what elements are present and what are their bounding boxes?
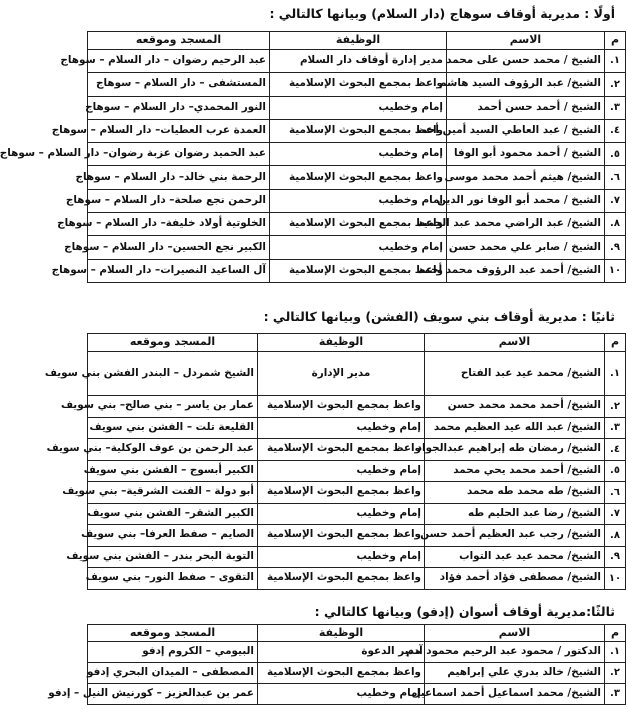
table-row [88,684,626,705]
section-1-title: أولًا : مديرية أوقاف سوهاج (دار السلام) وبيانها كالتالي : [269,6,615,21]
header-name: الاسم [447,32,605,50]
row-mosque: عمار بن ياسر – بني صالح– بني سويف [88,396,258,418]
section-1-table [0,31,626,283]
header-name: الاسم [425,625,605,642]
table-row [88,663,626,684]
row-name: الشيخ/ أحمد محمد محمد حسن [425,396,605,418]
row-mosque: آل الساعيد النصيرات– دار السلام – سوهاج [88,259,270,282]
table-row [88,417,626,439]
row-job: إمام وخطيب [270,189,447,212]
row-name: الشيخ / محمد حسن على محمد [447,50,605,73]
table-row [88,143,626,166]
row-name: الشيخ / محمد أبو الوفا نور الدين [447,189,605,212]
header-mosque: المسجد وموقعه [88,625,258,642]
row-name: الشيخ/ رمضان طه إبراهيم عبدالجواد [425,439,605,461]
row-mosque: التوبة البحر بندر – الفشن بني سويف [88,546,258,568]
row-job: إمام وخطيب [258,417,425,439]
row-name: الشيخ/ محمد اسماعيل أحمد اسماعيل [425,684,605,705]
row-name: الدكتور / محمود عبد الرحيم محمود آدم [425,642,605,663]
row-job: إمام وخطيب [270,143,447,166]
row-mosque: الخلوتية أولاد خليفة– دار السلام – سوهاج [88,213,270,236]
table-row [88,96,626,119]
table-row [88,213,626,236]
table-row [88,546,626,568]
row-job: واعظ بمجمع البحوث الإسلامية [258,396,425,418]
row-name: الشيخ/ هيثم أحمد محمد موسى [447,166,605,189]
row-number: ٨. [605,213,626,236]
row-job: مدير الدعوة [258,642,425,663]
header-num: م [605,32,626,50]
row-name: الشيخ/ أحمد محمد يحي محمد [425,460,605,482]
row-mosque: عبد الحميد رضوان عزبة رضوان– دار السلام – سوهاج [88,143,270,166]
row-job: إمام وخطيب [258,503,425,525]
row-mosque: الكبير نجع الحسين– دار السلام – سوهاج [88,236,270,259]
row-job: واعظ بمجمع البحوث الإسلامية [258,439,425,461]
table-row [88,396,626,418]
row-number: ٨. [605,525,626,547]
row-job: إمام وخطيب [270,236,447,259]
row-job: إمام وخطيب [258,684,425,705]
row-mosque: عبد الرحمن بن عوف الوكلية– بني سويف [88,439,258,461]
row-number: ٥. [605,460,626,482]
row-name: الشيخ/ رجب عبد العظيم أحمد حسن [425,525,605,547]
header-job: الوظيفة [258,334,425,352]
row-job: إمام وخطيب [270,96,447,119]
row-number: ٣. [605,96,626,119]
row-job: واعظ بمجمع البحوث الإسلامية [270,259,447,282]
row-mosque: الصايم – صفط العرفا– بني سويف [88,525,258,547]
row-number: ٦. [605,482,626,504]
row-name: الشيخ/ خالد بدري علي إبراهيم [425,663,605,684]
row-job: واعظ بمجمع البحوث الإسلامية [270,166,447,189]
table-row [88,119,626,142]
section-2-title: ثانيًا : مديرية أوقاف بني سويف (الفشن) وبيانها كالتالي : [263,309,615,324]
section-3-title: ثالثًا:مديرية أوقاف أسوان (إدفو) وبيانها كالتالي : [314,604,615,619]
table-row [88,503,626,525]
table-row [88,236,626,259]
table-row [88,166,626,189]
table-row [88,525,626,547]
row-mosque: الكبير أبسوج – الفشن بني سويف [88,460,258,482]
row-name: الشيخ/ أحمد عبد الرؤوف محمد أحمد [447,259,605,282]
row-job: واعظ بمجمع البحوث الإسلامية [258,663,425,684]
row-number: ١. [605,642,626,663]
table-row [88,189,626,212]
header-num: م [605,625,626,642]
row-mosque: الشيخ شمردل – البندر الفشن بني سويف [88,352,258,396]
row-number: ٧. [605,503,626,525]
row-number: ٩. [605,546,626,568]
table-row [88,568,626,590]
row-mosque: القليعة تلت – الفشن بني سويف [88,417,258,439]
row-number: ١٠ [605,568,626,590]
row-number: ٢. [605,73,626,96]
row-name: الشيخ / أحمد محمود أبو الوفا [447,143,605,166]
row-mosque: الكبير الشقر– الفشن بني سويف [88,503,258,525]
row-name: الشيخ/ محمد عيد عبد التواب [425,546,605,568]
row-number: ٤. [605,119,626,142]
row-number: ٩. [605,236,626,259]
header-mosque: المسجد وموقعه [88,334,258,352]
header-mosque: المسجد وموقعه [88,32,270,50]
row-mosque: النور المحمدي– دار السلام – سوهاج [88,96,270,119]
row-mosque: التقوى – صفط النور– بني سويف [88,568,258,590]
row-number: ٥. [605,143,626,166]
section-2-table [44,333,626,590]
header-num: م [605,334,626,352]
row-job: إمام وخطيب [258,546,425,568]
row-number: ٤. [605,439,626,461]
row-job: إمام وخطيب [258,460,425,482]
row-number: ١. [605,50,626,73]
row-job: واعظ بمجمع البحوث الإسلامية [258,482,425,504]
row-mosque: الرحمن نجع صلحة– دار السلام – سوهاج [88,189,270,212]
row-job: مدير إدارة أوقاف دار السلام [270,50,447,73]
header-job: الوظيفة [270,32,447,50]
row-number: ٦. [605,166,626,189]
table-row [88,259,626,282]
row-mosque: البيومي – الكروم إدفو [88,642,258,663]
row-job: مدير الإدارة [258,352,425,396]
header-name: الاسم [425,334,605,352]
row-job: واعظ بمجمع البحوث الإسلامية [258,568,425,590]
row-mosque: المستشفى – دار السلام – سوهاج [88,73,270,96]
row-number: ٢. [605,396,626,418]
row-mosque: عمر بن عبدالعزيز – كورنيش النيل – إدفو [88,684,258,705]
table-row [88,352,626,396]
row-job: واعظ بمجمع البحوث الإسلامية [270,119,447,142]
table-row [88,642,626,663]
row-number: ٣. [605,417,626,439]
row-name: الشيخ/ عبد الراضي محمد عبد الحميد [447,213,605,236]
row-mosque: الرحمة بني خالد– دار السلام – سوهاج [88,166,270,189]
row-number: ١٠ [605,259,626,282]
row-job: واعظ بمجمع البحوث الإسلامية [258,525,425,547]
row-mosque: المصطفى – الميدان البحري إدفو [88,663,258,684]
header-job: الوظيفة [258,625,425,642]
row-job: واعظ بمجمع البحوث الإسلامية [270,73,447,96]
row-name: الشيخ / عبد العاطي السيد أمين أحمد [447,119,605,142]
row-name: الشيخ/ عبد الله عيد العظيم محمد [425,417,605,439]
section-3-table [48,624,626,705]
table-row [88,50,626,73]
row-name: الشيخ/ محمد عيد عبد الفتاح [425,352,605,396]
row-name: الشيخ / صابر علي محمد حسن [447,236,605,259]
row-mosque: أبو دولة – الفنت الشرقية– بني سويف [88,482,258,504]
row-number: ٢. [605,663,626,684]
row-name: الشيخ/ عبد الرؤوف السيد هاشم [447,73,605,96]
row-job: واعظ بمجمع البحوث الإسلامية [270,213,447,236]
row-mosque: العمدة عرب العطيات– دار السلام – سوهاج [88,119,270,142]
row-name: الشيخ/ رضا عبد الحليم طه [425,503,605,525]
row-number: ٣. [605,684,626,705]
row-name: الشيخ/ طه محمد طه محمد [425,482,605,504]
table-row [88,439,626,461]
row-name: الشيخ/ مصطفى فؤاد أحمد فؤاد [425,568,605,590]
table-row [88,482,626,504]
row-mosque: عبد الرحيم رضوان – دار السلام – سوهاج [88,50,270,73]
table-row [88,73,626,96]
row-name: الشيخ / أحمد حسن أحمد [447,96,605,119]
table-row [88,460,626,482]
row-number: ١. [605,352,626,396]
row-number: ٧. [605,189,626,212]
